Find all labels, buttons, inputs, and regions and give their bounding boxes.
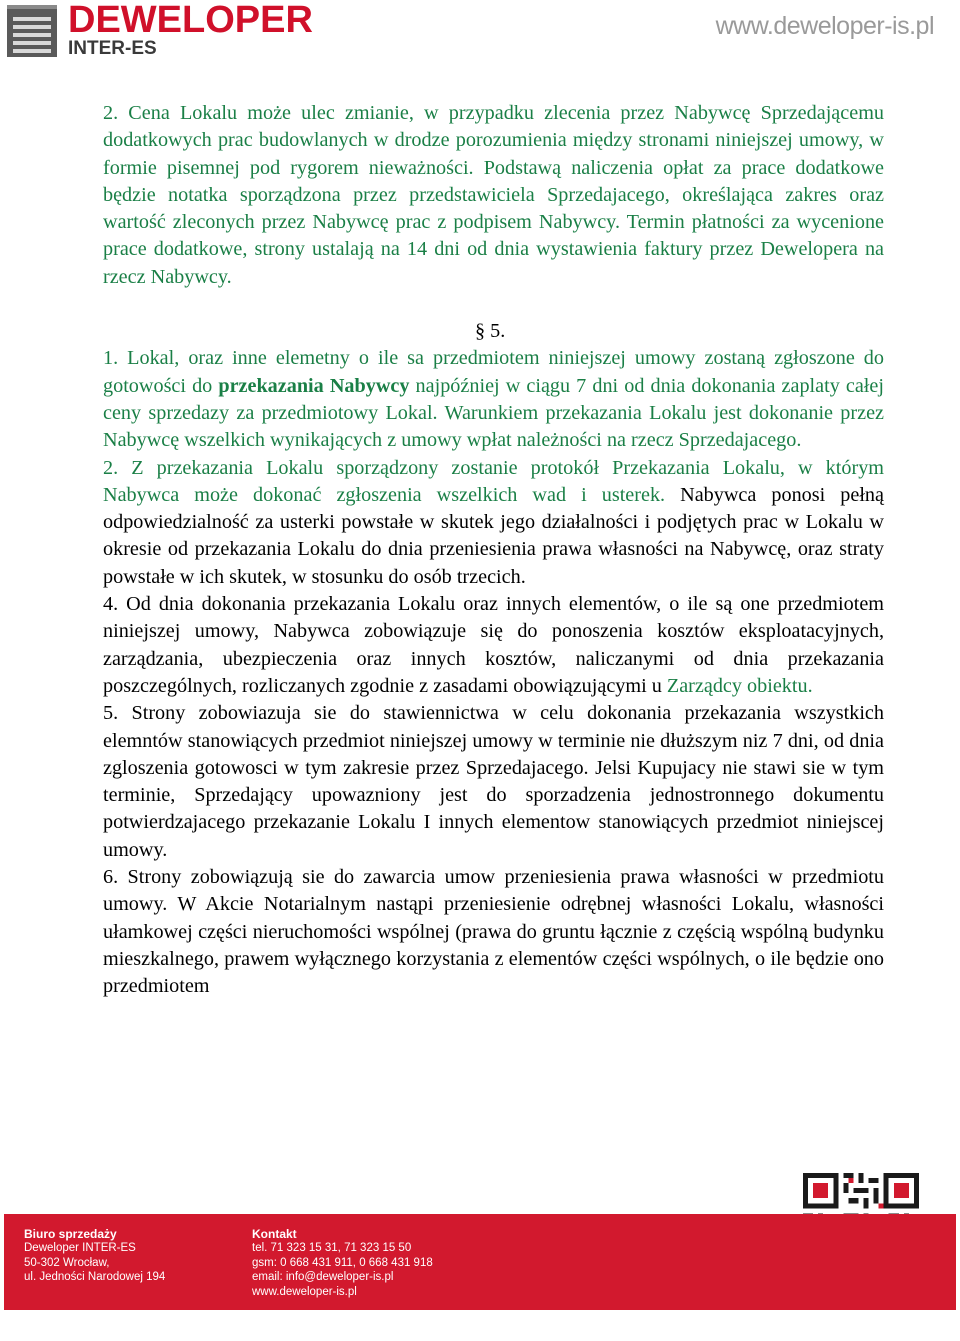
footer-office-line: 50-302 Wrocław,: [24, 1256, 110, 1269]
paragraph-handover-readiness: [103, 345, 884, 454]
section-heading: § 5.: [475, 320, 506, 343]
emphasis-text: przekazania Nabywcy: [218, 374, 410, 397]
paragraph-text: Nabywca ponosi pełną odpowiedzialność za usterki powstałe w skutek jego działalności i podjętych prac w Lokalu w okresie od przekazania Lokalu do dnia przeniesienia prawa własności na Nabywcę, oraz straty powstałe w ich skutek, w stosunku do osób trzecich.: [103, 483, 884, 588]
footer-contact-title: Kontakt: [252, 1227, 297, 1241]
brand-name: DEWELOPER: [68, 0, 313, 41]
paragraph-text: najpóźniej w ciągu 7 dni od dnia dokonania zaplaty całej ceny sprzedazy za przedmiotowy Lokal. Warunkiem przekazania Lokalu jest dokonanie przez Nabywcę wszelkich wynikających z umowy wpłat należności na rzecz Sprzedajacego.: [103, 374, 884, 452]
paragraph-handover-protocol: [103, 455, 884, 591]
page-footer: [4, 1214, 956, 1310]
footer-office-line: ul. Jedności Narodowej 194: [24, 1271, 166, 1284]
footer-gsm: gsm: 0 668 431 911, 0 668 431 918: [252, 1256, 433, 1269]
brand-subtitle: INTER-ES: [68, 38, 157, 59]
paragraph-ownership-transfer: 6. Strony zobowiązują sie do zawarcia umow przeniesienia prawa własności w przedmiotu umowy. W Akcie Notarialnym nastąpi przeniesienie odrębnej własności Lokalu, własności ułamkowej części nieruchomości wspólnej (prawa do gruntu łącznie z częścią wspólną budynku mieszkalnego, prawem wyłącznego korzystania z elementów części wspólnych, o ile będzie ono przedmiotem: [103, 866, 884, 998]
paragraph-price-change: 2. Cena Lokalu może ulec zmianie, w przypadku zlecenia przez Nabywcę Sprzedającemu dodatkowych prac budowlanych w drodze porozumienia między stronami niniejszej umowy, w formie pisemnej pod rygorem nieważności. Podstawą naliczenia opłat za prace dodatkowe będzie notatka sporządzona przez przedstawiciela Sprzedajacego, określająca zakres oraz wartość zleconych przez Nabywcę prac z podpisem Nabywcy. Termin płatności za wycenione prace dodatkowe, strony ustalają na 14 dni od dnia wystawienia faktury przez Dewelopera na rzecz Nabywcy.: [103, 102, 884, 288]
footer-office-title: Biuro sprzedaży: [24, 1227, 117, 1241]
paragraph-text: Zarządcy obiektu.: [666, 674, 813, 697]
paragraph-operating-costs: [103, 591, 884, 700]
footer-phone: tel. 71 323 15 31, 71 323 15 50: [252, 1242, 412, 1255]
website-link[interactable]: www.deweloper-is.pl: [715, 12, 934, 40]
document-body: [103, 100, 884, 1001]
building-logo-icon: [5, 3, 63, 59]
paragraph-text: 4. Od dnia dokonania przekazania Lokalu oraz innych elementów, o ile są one przedmiotem niniejszej umowy, Nabywca zobowiązuje się do ponoszenia kosztów eksploatacyjnych, zarządzania, ubezpieczenia oraz innych kosztów, naliczanymi od dnia przekazania poszczególnych, rozliczanych zgodnie z zasadami obowiązującymi u: [103, 593, 884, 697]
footer-office-line: Deweloper INTER-ES: [24, 1242, 136, 1255]
page-header: [0, 0, 960, 70]
paragraph-text: 1. Lokal, oraz inne elemetny o ile sa przedmiotem niniejszej umowy zostaną zgłoszone do gotowości do: [103, 347, 884, 397]
paragraph-attendance: 5. Strony zobowiazuja sie do stawiennictwa w celu dokonania przekazania wszystkich elemntów stanowiących przedmiot niniejszej umowy w terminie nie dłuższym niz 7 dni, od dnia zgloszenia gotowosci w tym zakresie przez Sprzedajacego. Jelsi Kupujacy nie stawi sie w tym terminie, Sprzedający upowazniony jest do sporzadzenia jednostronnego dokumentu potwierdzajacego przekazanie Lokalu I innych elementow stanowiących przedmiot niniejscej umowy.: [103, 702, 884, 861]
footer-contact: [252, 1227, 433, 1299]
paragraph-text: 2. Z przekazania Lokalu sporządzony zostanie protokół Przekazania Lokalu, w którym Nabywca może dokonać zgłoszenia wszelkich wad i usterek.: [103, 456, 884, 506]
footer-sales-office: [24, 1227, 165, 1285]
footer-email-link[interactable]: email: info@deweloper-is.pl: [252, 1271, 394, 1284]
footer-website-link[interactable]: www.deweloper-is.pl: [252, 1285, 357, 1298]
